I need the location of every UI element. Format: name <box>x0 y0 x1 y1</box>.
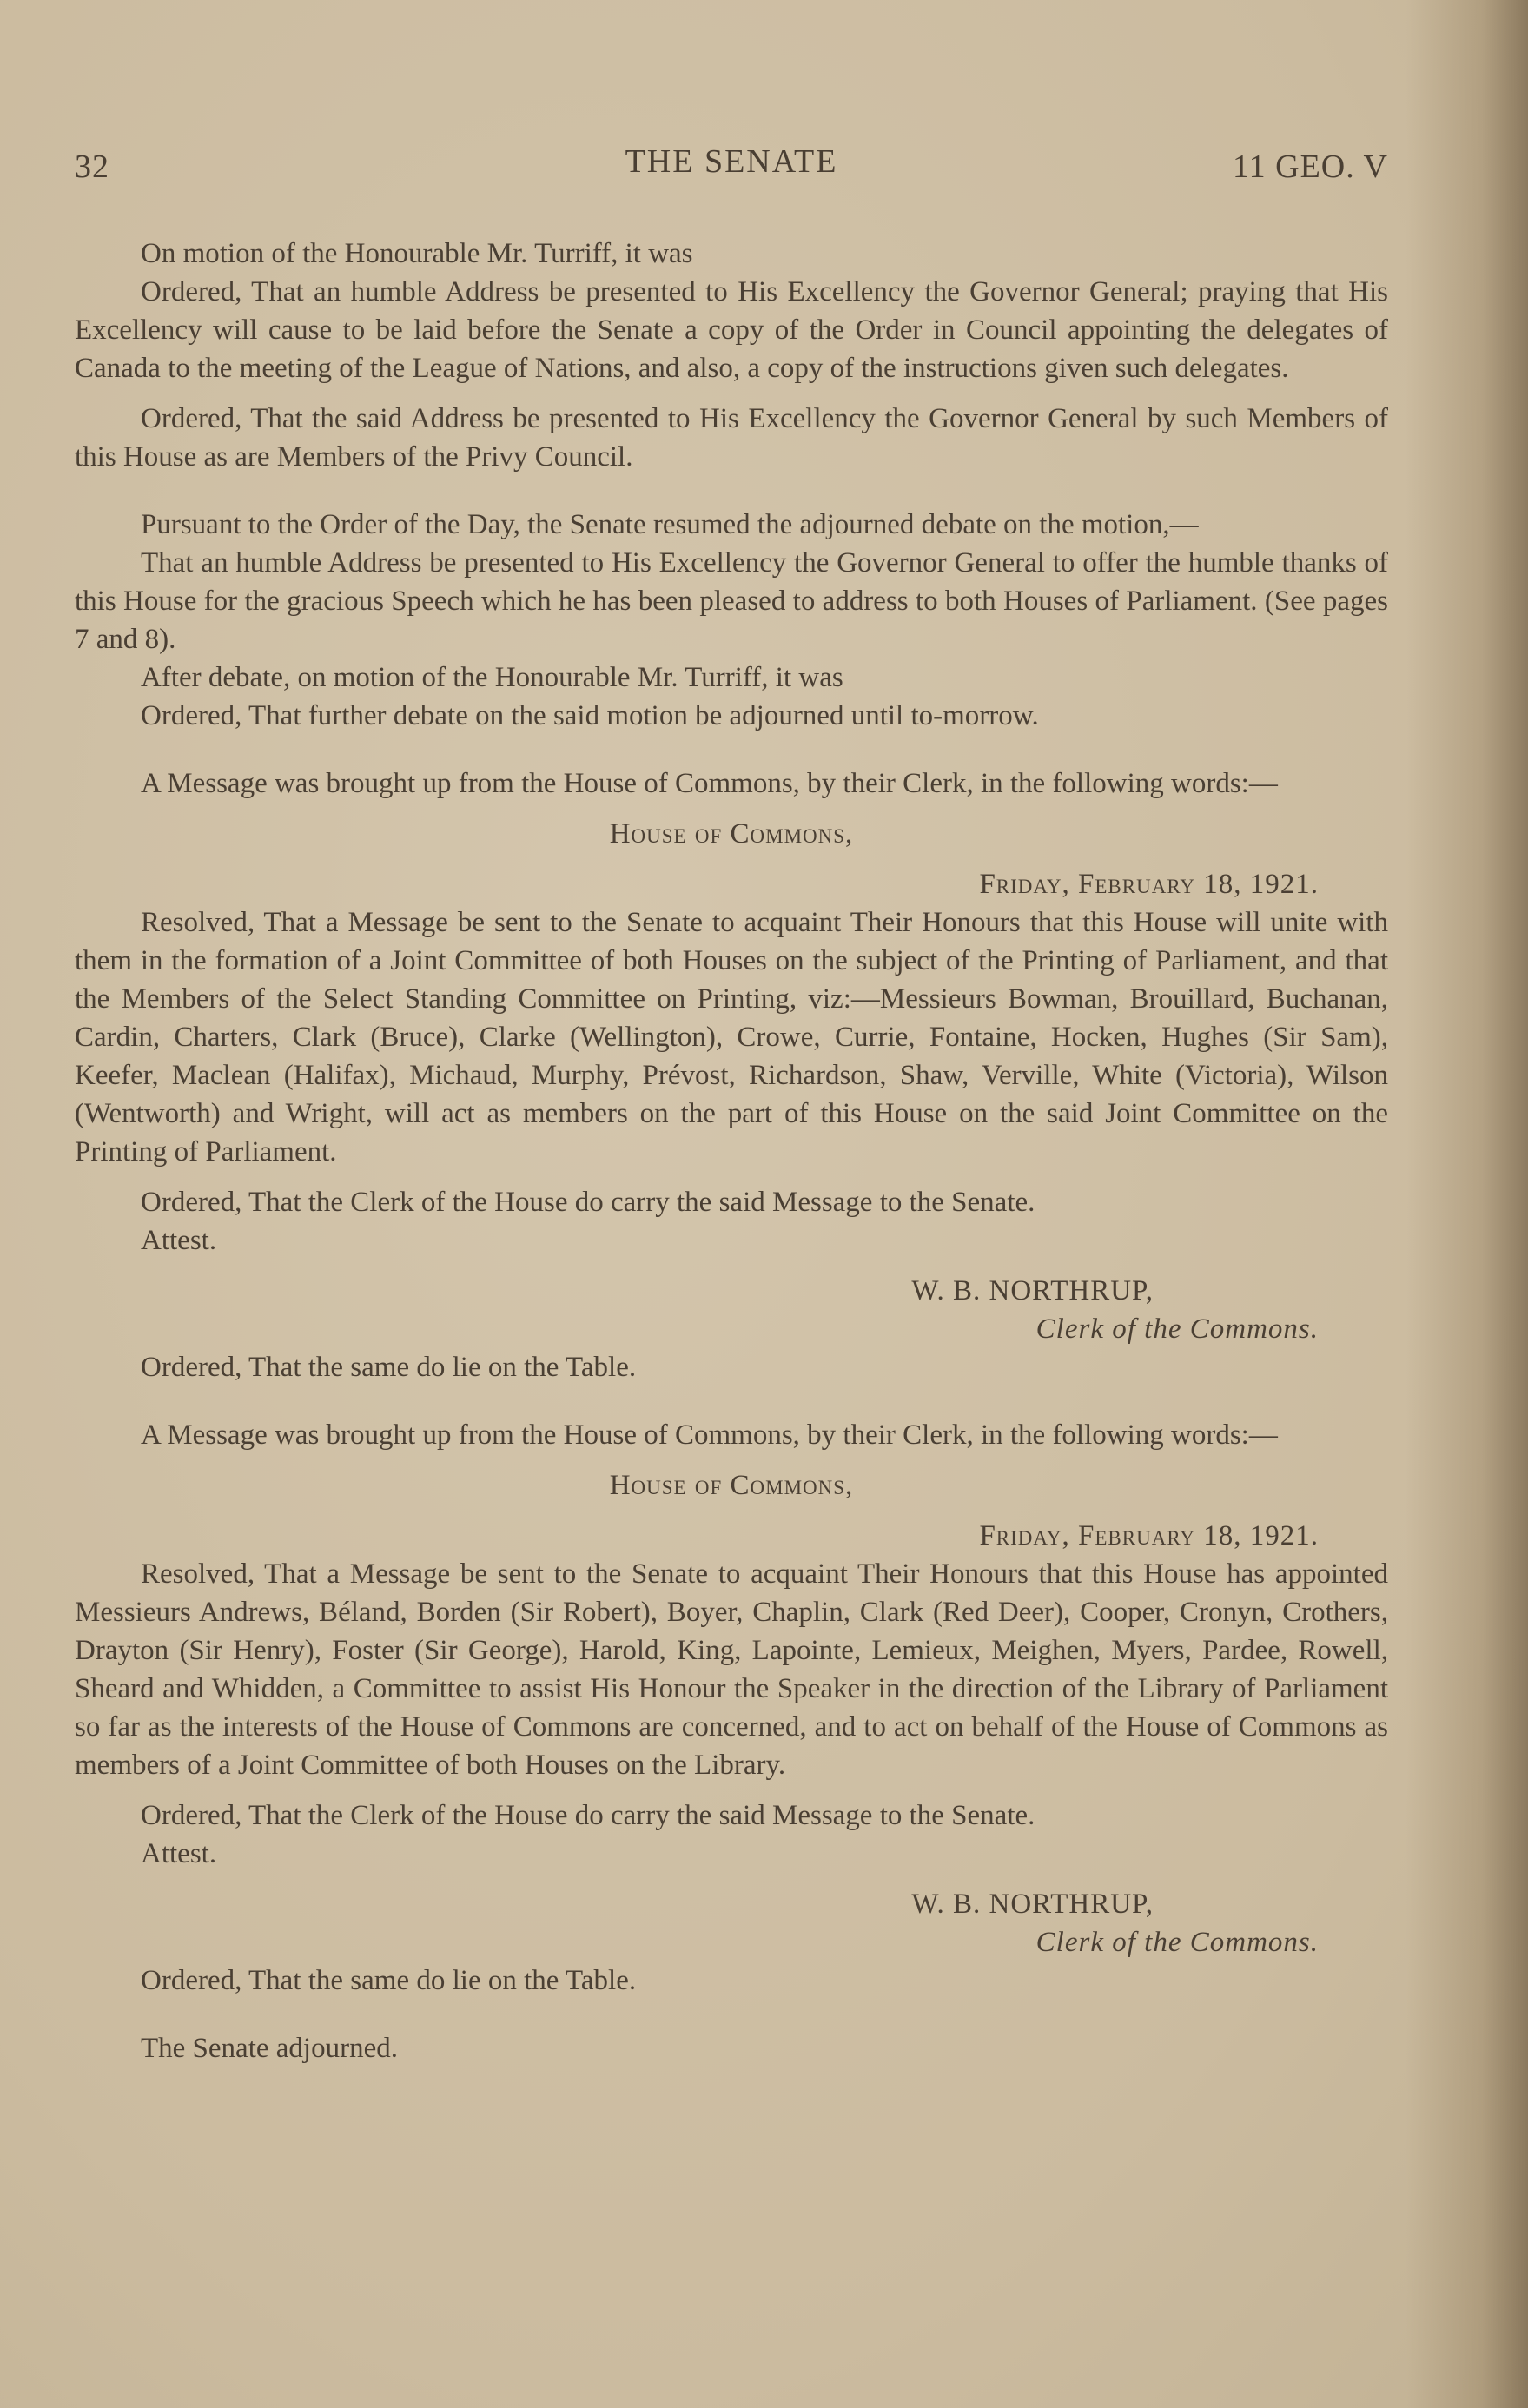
message2-house: House of Commons, <box>609 1470 854 1501</box>
message1-intro: A Message was brought up from the House of Commons, by their Clerk, in the following words:— <box>141 768 1278 799</box>
message1-attest: Attest. <box>141 1225 217 1256</box>
message2-resolved: Resolved, That a Message be sent to the Senate to acquaint Their Honours that this House has appointed Messieurs Andrews, Béland, Borden (Sir Robert), Boyer, Chaplin, Clark (Red Deer), Cooper, Cronyn, Crothers, Drayton (Sir Henry), Foster (Sir George), Harold, King, Lapointe, Lemieux, Meighen, Myers, Pardee, Rowell, Sheard and Whidden, a Committee to assist His Honour the Speaker in the direction of the Library of Parliament so far as the interests of the House of Commons are concerned, and to act on behalf of the House of Commons as members of a Joint Committee of both Houses on the Library. <box>75 1558 1388 1781</box>
running-header <box>75 130 1388 185</box>
message2-intro: A Message was brought up from the House of Commons, by their Clerk, in the following words:— <box>141 1419 1278 1451</box>
order-of-day: Pursuant to the Order of the Day, the Senate resumed the adjourned debate on the motion,— <box>141 509 1199 540</box>
message2-signatory: W. B. NORTHRUP, <box>911 1889 1154 1920</box>
message1-signatory: W. B. NORTHRUP, <box>911 1275 1154 1307</box>
order-address: Ordered, That an humble Address be presented to His Excellency the Governor General; praying that His Excellency will cause to be laid before the Senate a copy of the Order in Council appointing the delegates of Canada to the meeting of the League of Nations, and also, a copy of the instructions given such delegates. <box>75 276 1388 384</box>
message1-resolved: Resolved, That a Message be sent to the Senate to acquaint Their Honours that this House will unite with them in the formation of a Joint Committee of both Houses on the subject of the Printing of Parliament, and that the Members of the Select Standing Committee on Printing, viz:—Messieurs Bowman, Brouillard, Buchanan, Cardin, Charters, Clark (Bruce), Clarke (Wellington), Crowe, Currie, Fontaine, Hocken, Hughes (Sir Sam), Keefer, Maclean (Halifax), Michaud, Murphy, Prévost, Richardson, Shaw, Verville, White (Victoria), Wilson (Wentworth) and Wright, will act as members on the part of this House on the said Joint Committee on the Printing of Parliament. <box>75 907 1388 1168</box>
page-number: 32 <box>75 149 109 185</box>
address-motion: That an humble Address be presented to His Excellency the Governor General to offer the humble thanks of this House for the gracious Speech which he has been pleased to address to both Houses of Parliament. (See pages 7 and 8). <box>75 547 1388 655</box>
message2-date: Friday, February 18, 1921. <box>979 1520 1319 1551</box>
senate-adjourned: The Senate adjourned. <box>141 2033 398 2064</box>
reign-label: 11 GEO. V <box>1233 149 1388 185</box>
message1-signatory-title: Clerk of the Commons. <box>1035 1313 1319 1345</box>
page-title: THE SENATE <box>625 143 838 180</box>
journal-body <box>75 235 1388 2067</box>
message2-signatory-title: Clerk of the Commons. <box>1035 1927 1319 1958</box>
message2-ordered: Ordered, That the Clerk of the House do carry the said Message to the Senate. <box>141 1800 1035 1831</box>
message1-date: Friday, February 18, 1921. <box>979 869 1319 900</box>
page-content <box>75 130 1388 2067</box>
message1-ordered: Ordered, That the Clerk of the House do carry the said Message to the Senate. <box>141 1187 1035 1218</box>
message2-table: Ordered, That the same do lie on the Table. <box>141 1965 637 1996</box>
order-presented: Ordered, That the said Address be presented to His Excellency the Governor General by such Members of this House as are Members of the Privy Council. <box>75 403 1388 473</box>
order-adjourned: Ordered, That further debate on the said motion be adjourned until to-morrow. <box>141 700 1039 731</box>
after-debate: After debate, on motion of the Honourable Mr. Turriff, it was <box>141 662 843 693</box>
message2-attest: Attest. <box>141 1838 217 1869</box>
message1-house: House of Commons, <box>609 818 854 850</box>
motion-intro: On motion of the Honourable Mr. Turriff, it was <box>141 238 693 269</box>
message1-table: Ordered, That the same do lie on the Table. <box>141 1352 637 1383</box>
